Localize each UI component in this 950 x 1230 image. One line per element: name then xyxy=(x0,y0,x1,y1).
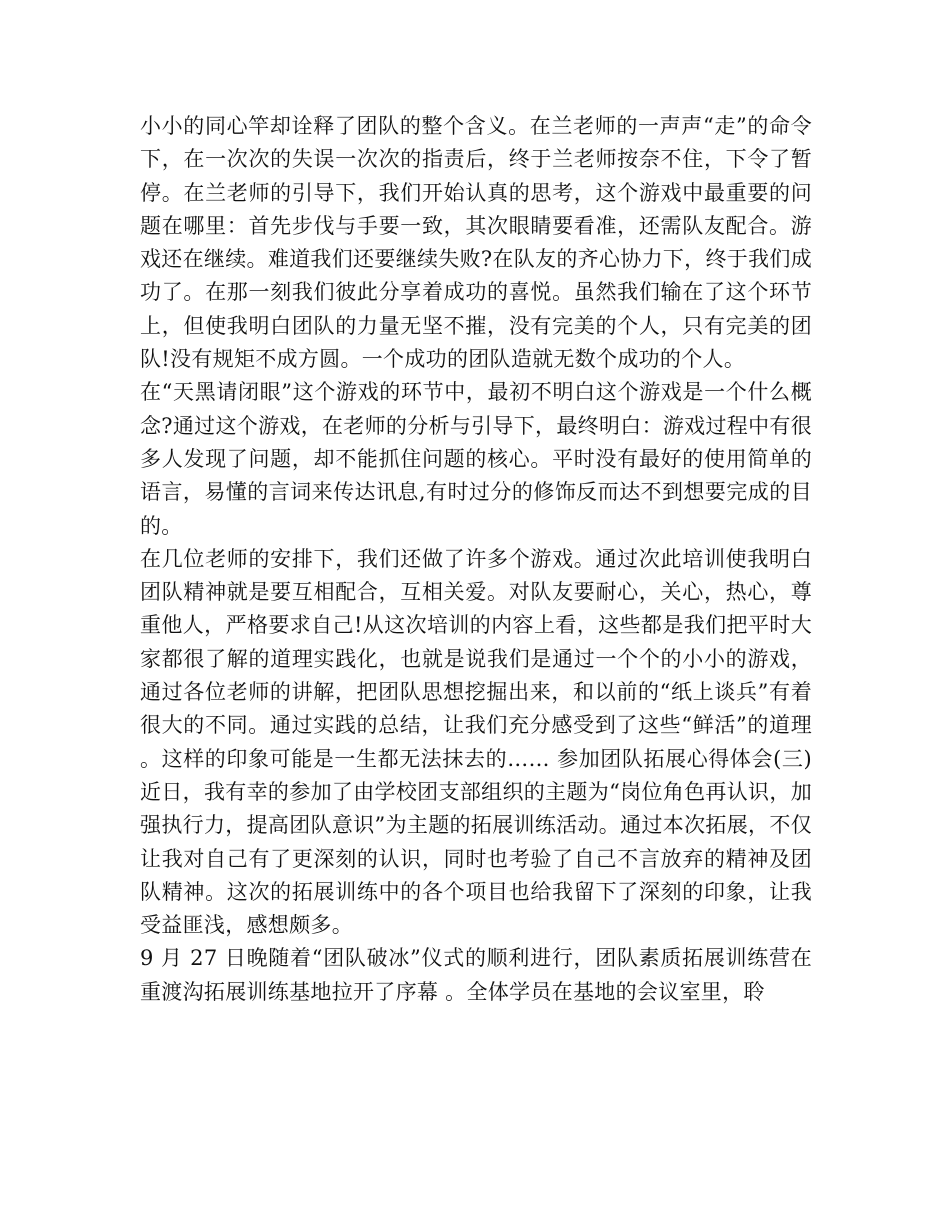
document-page xyxy=(140,110,812,1009)
paragraph-teamwork-reflection: 在几位老师的安排下，我们还做了许多个游戏。通过次此培训使我明白团队精神就是要互相配合，互相关爱。对队友要耐心，关心，热心，尊重他人，严格要求自己!从这次培训的内容上看，这些都是我们把平时大家都很了解的道理实践化，也就是说我们是通过一个个的小小的游戏，通过各位老师的讲解，把团队思想挖掘出来，和以前的“纸上谈兵”有着很大的不同。通过实践的总结，让我们充分感受到了这些“鲜活”的道理。这样的印象可能是一生都无法抹去的…… 参加团队拓展心得体会(三) 近日，我有幸的参加了由学校团支部组织的主题为“岗位角色再认识，加强执行力，提高团队意识”为主题的拓展训练活动。通过本次拓展，不仅让我对自己有了更深刻的认识，同时也考验了自己不言放弃的精神及团队精神。这次的拓展训练中的各个项目也给我留下了深刻的印象，让我受益匪浅，感想颇多。 xyxy=(140,546,812,938)
paragraph-close-eyes-game: 在“天黑请闭眼”这个游戏的环节中，最初不明白这个游戏是一个什么概念?通过这个游戏，在老师的分析与引导下，最终明白：游戏过程中有很多人发现了问题，却不能抓住问题的核心。平时没有最好的使用简单的语言，易懂的言词来传达讯息,有时过分的修饰反而达不到想要完成的目的。 xyxy=(140,380,812,538)
paragraph-same-heart-pole: 小小的同心竿却诠释了团队的整个含义。在兰老师的一声声“走”的命令下，在一次次的失误一次次的指责后，终于兰老师按奈不住，下令了暂停。在兰老师的引导下，我们开始认真的思考，这个游戏中最重要的问题在哪里：首先步伐与手要一致，其次眼睛要看准，还需队友配合。游戏还在继续。难道我们还要继续失败?在队友的齐心协力下，终于我们成功了。在那一刻我们彼此分享着成功的喜悦。虽然我们输在了这个环节上，但使我明白团队的力量无坚不摧，没有完美的个人，只有完美的团队!没有规矩不成方圆。一个成功的团队造就无数个成功的个人。 xyxy=(140,114,812,372)
paragraph-icebreaker: 9 月 27 日晚随着“团队破冰”仪式的顺利进行，团队素质拓展训练营在重渡沟拓展训练基地拉开了序幕 。全体学员在基地的会议室里，聆 xyxy=(140,946,812,1004)
